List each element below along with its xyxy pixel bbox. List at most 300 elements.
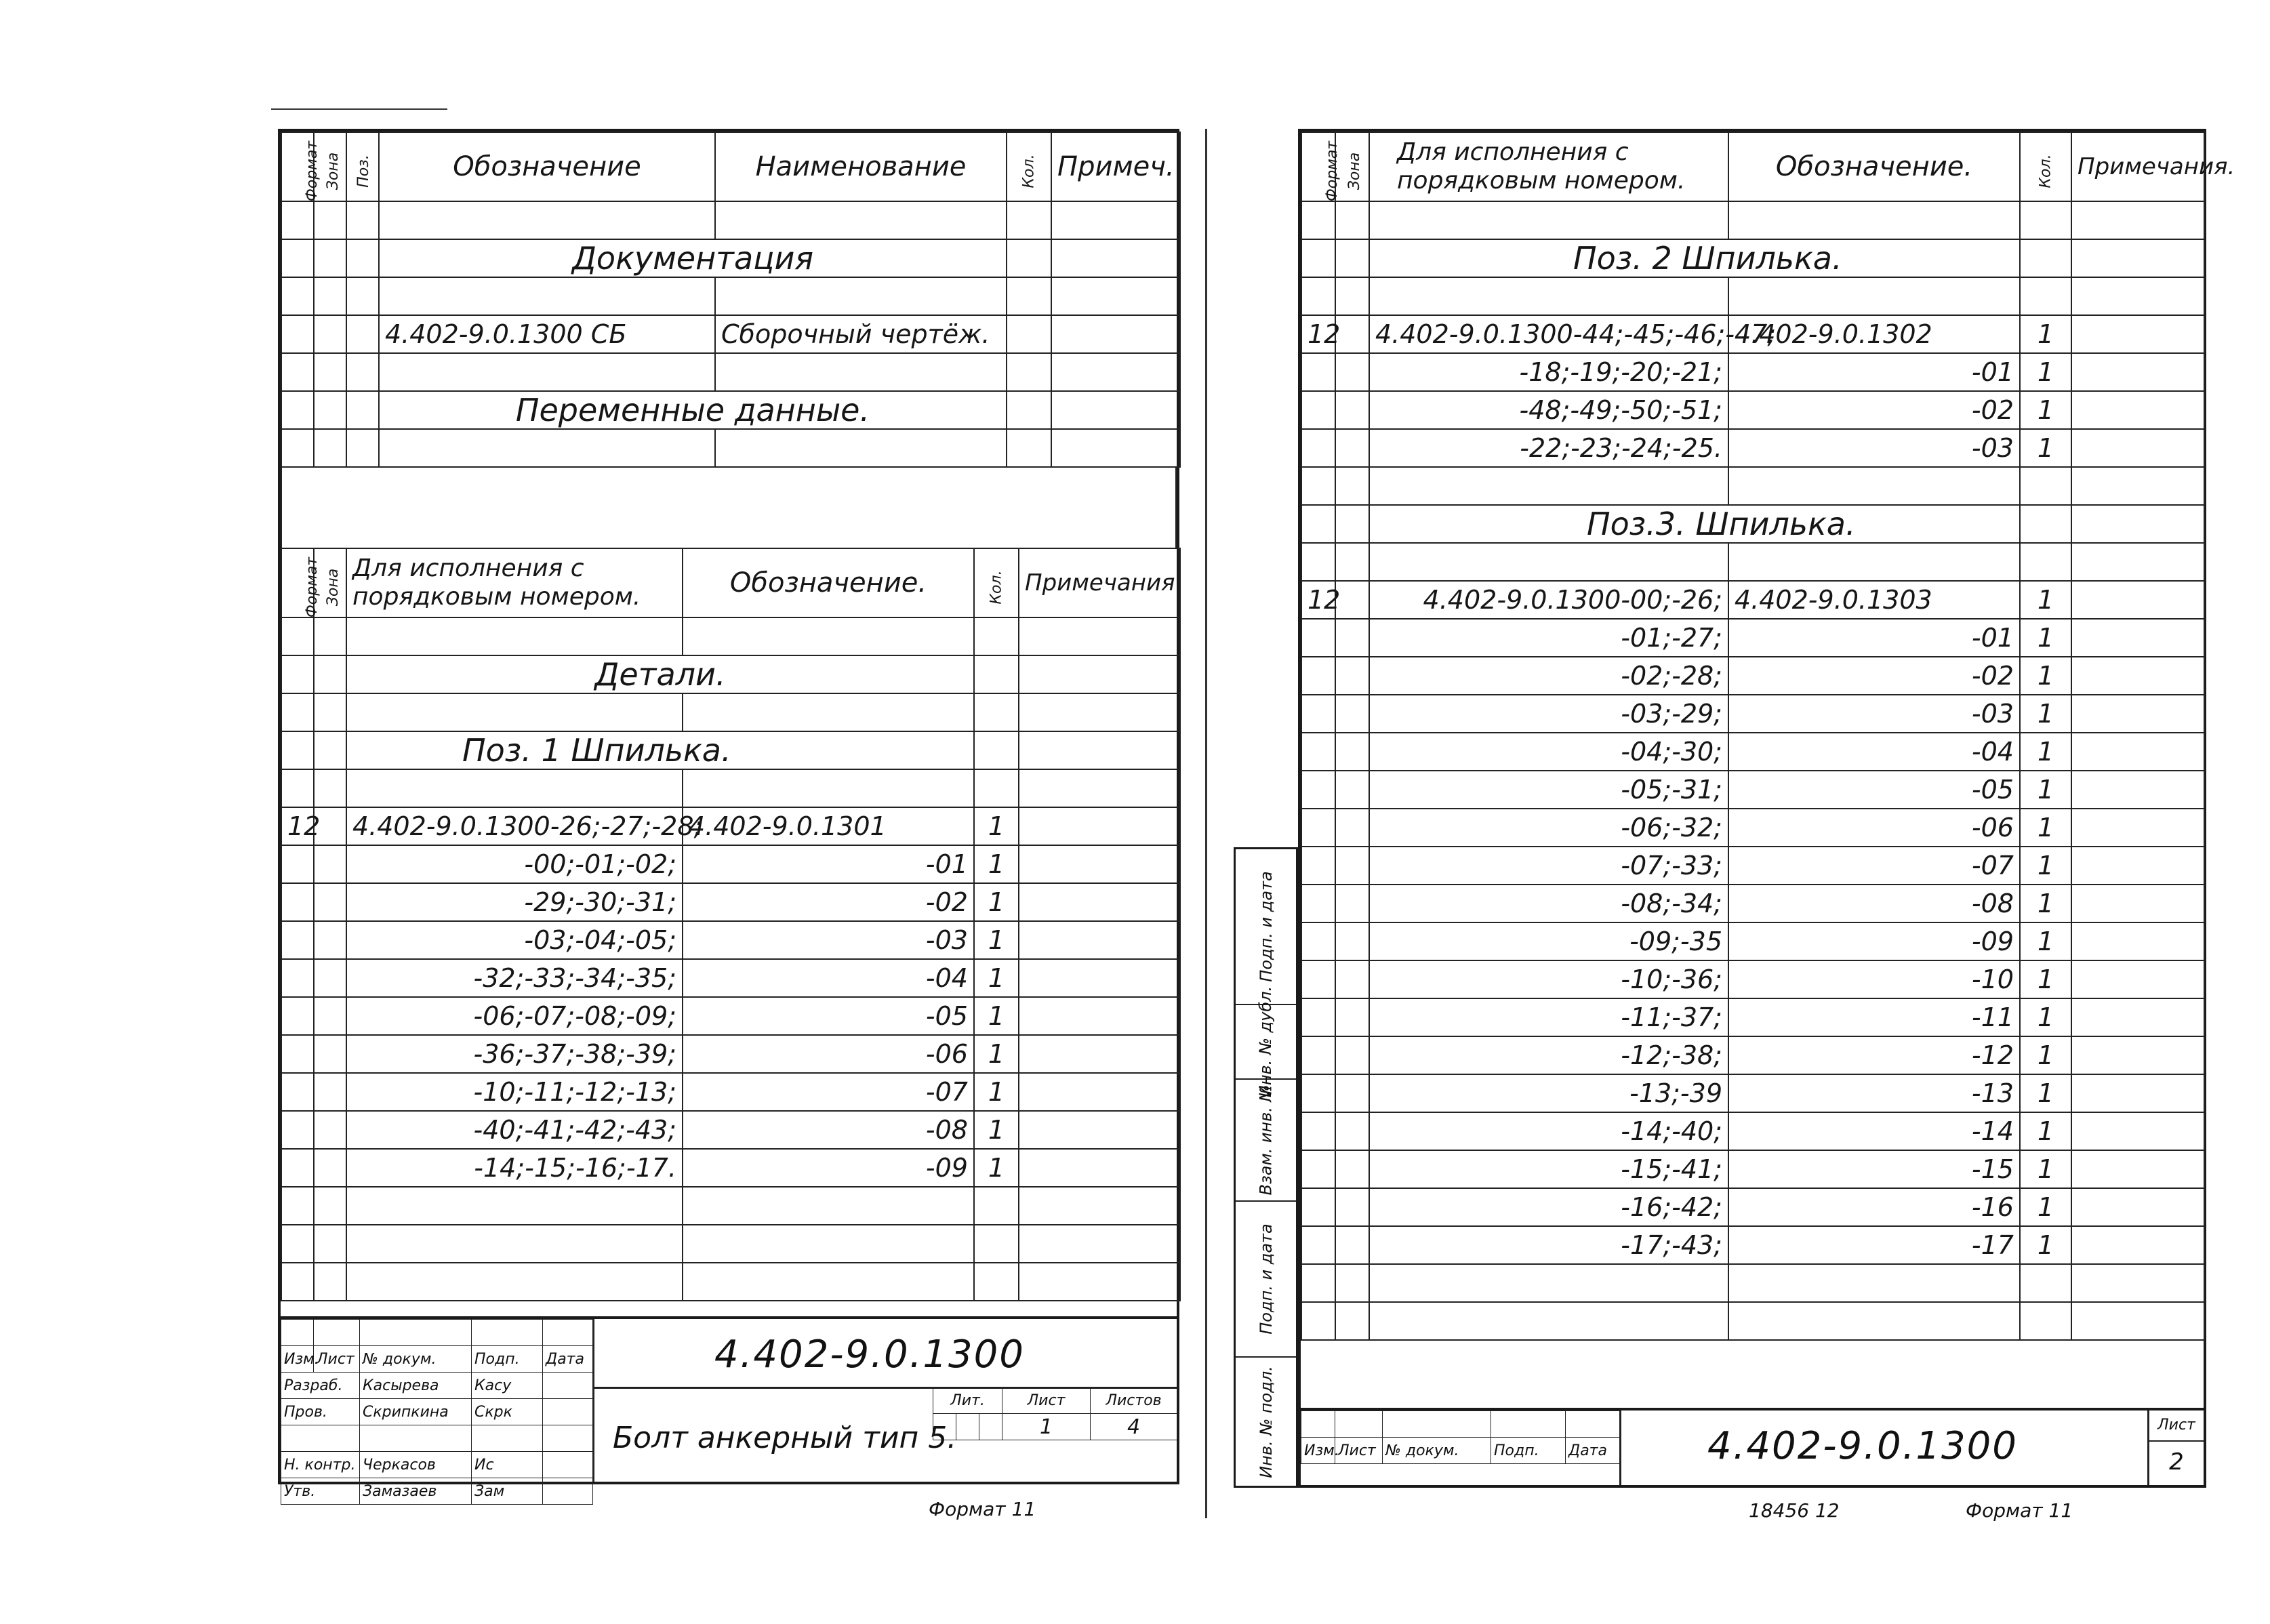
podp-label: Подп.: [472, 1346, 543, 1373]
variant-cell: -32;-33;-34;-35;: [346, 959, 683, 997]
table-row: [281, 959, 1180, 997]
note-cell: [2071, 1036, 2204, 1074]
variant-cell: -17;-43;: [1369, 1226, 1728, 1264]
qty-cell: 1: [2020, 1150, 2071, 1188]
designation-cell: -02: [683, 883, 974, 921]
col-note-header: Примечания.: [2071, 132, 2204, 201]
date-cell: [543, 1399, 593, 1425]
table-row: [1301, 809, 2204, 847]
format-cell: [1301, 733, 1335, 771]
zone-cell: [1335, 619, 1369, 657]
qty-cell: 1: [2020, 922, 2071, 960]
variant-cell: -04;-30;: [1369, 733, 1728, 771]
variant-cell: 4.402-9.0.1300-44;-45;-46;-47;: [1369, 315, 1728, 353]
sheet-label: Лист: [1002, 1387, 1091, 1414]
signature-table-2: [1301, 1410, 1620, 1464]
format-cell: [1301, 1112, 1335, 1150]
sheet-number: 2: [2169, 1448, 2184, 1476]
variant-cell: -14;-40;: [1369, 1112, 1728, 1150]
sheet-label: Лист: [2149, 1410, 2204, 1442]
qty-cell: 1: [2020, 1188, 2071, 1226]
signature-row: [281, 1399, 593, 1425]
designation-cell: -02: [1728, 657, 2020, 695]
note-cell: [1019, 959, 1180, 997]
note-cell: [2071, 1226, 2204, 1264]
qty-cell: 1: [2020, 1112, 2071, 1150]
format-cell: [1301, 657, 1335, 695]
col-qty-header: Кол.: [974, 548, 1019, 617]
zone-cell: [1335, 1112, 1369, 1150]
qty-cell: 1: [2020, 847, 2071, 885]
format-cell: [1301, 809, 1335, 847]
role-cell: Разраб.: [281, 1373, 360, 1399]
qty-cell: 1: [2020, 1036, 2071, 1074]
list-label: Лист: [314, 1346, 360, 1373]
designation-cell: -13: [1728, 1074, 2020, 1112]
format-cell: [281, 921, 314, 959]
note-cell: [2071, 657, 2204, 695]
qty-cell: 1: [2020, 885, 2071, 922]
list-label: Лист: [1335, 1438, 1383, 1464]
designation-cell: -03: [1728, 695, 2020, 733]
zone-cell: [1335, 353, 1369, 391]
table-row: [1301, 695, 2204, 733]
section-details: Детали.: [346, 655, 974, 693]
zone-cell: [314, 959, 346, 997]
format-cell: [1301, 1226, 1335, 1264]
format-cell: [281, 1149, 314, 1187]
designation-cell: -11: [1728, 998, 2020, 1036]
date-cell: [543, 1373, 593, 1399]
variant-cell: -48;-49;-50;-51;: [1369, 391, 1728, 429]
zone-cell: [1335, 847, 1369, 885]
variant-cell: 4.402-9.0.1300-00;-26;: [1369, 581, 1728, 619]
zone-cell: [314, 1111, 346, 1149]
table-row: [281, 1149, 1180, 1187]
qty-cell: 1: [2020, 657, 2071, 695]
zone-cell: [314, 1073, 346, 1111]
inventory-number: 18456 12: [1749, 1499, 1840, 1522]
details-rows: [281, 807, 1180, 1187]
note-cell: [1019, 1111, 1180, 1149]
zone-cell: [314, 1035, 346, 1073]
doc-row: [281, 315, 1180, 353]
qty-cell: 1: [2020, 960, 2071, 998]
zone-cell: [1335, 998, 1369, 1036]
col-format-header: Формат: [1301, 132, 1335, 201]
designation-cell: -05: [1728, 771, 2020, 809]
variant-cell: 4.402-9.0.1300-26;-27;-28;: [346, 807, 683, 845]
format-cell: [1301, 1188, 1335, 1226]
format-label-2: Формат 11: [1966, 1499, 2073, 1522]
designation-cell: -09: [683, 1149, 974, 1187]
stamp-divider: [592, 1319, 594, 1482]
note-cell: [1019, 845, 1180, 883]
signature-row: [281, 1478, 593, 1505]
sheet-1: [278, 129, 1179, 1500]
qty-cell: 1: [2020, 619, 2071, 657]
variant-cell: -10;-36;: [1369, 960, 1728, 998]
col-zone-header: Зона: [314, 548, 346, 617]
table-row: [1301, 998, 2204, 1036]
table-row: [281, 1111, 1180, 1149]
designation-cell: 4.402-9.0.1303: [1728, 581, 2020, 619]
note-cell: [2071, 619, 2204, 657]
table-row: [1301, 771, 2204, 809]
note-cell: [1019, 1073, 1180, 1111]
spec-table-details: [281, 548, 1181, 1301]
role-cell: Н. контр.: [281, 1452, 360, 1478]
zone-cell: [1335, 1226, 1369, 1264]
qty-cell: 1: [2020, 429, 2071, 467]
table-row: [1301, 353, 2204, 391]
format-cell: [1301, 885, 1335, 922]
qty-cell: 1: [2020, 1226, 2071, 1264]
qty-cell: 1: [974, 921, 1019, 959]
name-cell: Черкасов: [360, 1452, 472, 1478]
ndoc-label: № докум.: [1383, 1438, 1491, 1464]
col-format-header: Формат: [281, 548, 314, 617]
name-cell: Касырева: [360, 1373, 472, 1399]
spec-table-sheet2: [1301, 131, 2235, 1341]
note-cell: [2071, 391, 2204, 429]
note-cell: [1019, 1149, 1180, 1187]
format-cell: [1301, 998, 1335, 1036]
role-cell: Пров.: [281, 1399, 360, 1425]
signature-table: [281, 1319, 593, 1505]
format-cell: [1301, 619, 1335, 657]
table-row: [1301, 657, 2204, 695]
qty-cell: 1: [974, 1035, 1019, 1073]
note-cell: [2071, 1112, 2204, 1150]
format-cell: [1301, 1150, 1335, 1188]
ndoc-label: № докум.: [360, 1346, 472, 1373]
format-cell: [281, 1111, 314, 1149]
role-cell: Утв.: [281, 1478, 360, 1505]
designation-cell: 4.402-9.0.1302: [1728, 315, 2020, 353]
variant-cell: -12;-38;: [1369, 1036, 1728, 1074]
table-row: [281, 845, 1180, 883]
table-row: [281, 1073, 1180, 1111]
zone-cell: [314, 997, 346, 1035]
qty-cell: 1: [2020, 771, 2071, 809]
designation-cell: -12: [1728, 1036, 2020, 1074]
table-row: [1301, 315, 2204, 353]
qty-cell: 1: [2020, 733, 2071, 771]
qty-cell: 1: [2020, 315, 2071, 353]
table-row: [281, 997, 1180, 1035]
format-cell: [1301, 353, 1335, 391]
format-cell: [1301, 771, 1335, 809]
sheet-fold-line: [1205, 129, 1207, 1518]
lit-label: Лит.: [933, 1387, 1002, 1414]
qty-cell: 1: [974, 959, 1019, 997]
variant-cell: -05;-31;: [1369, 771, 1728, 809]
variant-cell: -40;-41;-42;-43;: [346, 1111, 683, 1149]
designation-cell: -08: [683, 1111, 974, 1149]
zone-cell: [1335, 733, 1369, 771]
format-cell: [281, 883, 314, 921]
doc-name: Сборочный чертёж.: [715, 315, 1007, 353]
table-row: [1301, 960, 2204, 998]
signature-row: [281, 1425, 593, 1452]
zone-cell: [1335, 1188, 1369, 1226]
zone-cell: [1335, 315, 1369, 353]
designation-cell: -15: [1728, 1150, 2020, 1188]
drawing-code-2: 4.402-9.0.1300: [1707, 1424, 2018, 1468]
top-margin-line: [271, 108, 447, 110]
zone-cell: [1335, 1150, 1369, 1188]
table-row: [1301, 1036, 2204, 1074]
spec-header-row: [281, 132, 1180, 201]
sheets-count: 4: [1091, 1414, 1177, 1440]
table-row: [1301, 922, 2204, 960]
note-cell: [2071, 695, 2204, 733]
date-cell: [543, 1425, 593, 1452]
variant-cell: -00;-01;-02;: [346, 845, 683, 883]
strip-cell: Инв. № дубл.: [1236, 1005, 1296, 1080]
strip-cell: Подп. и дата: [1236, 1202, 1296, 1358]
note-cell: [2071, 771, 2204, 809]
variant-cell: -22;-23;-24;-25.: [1369, 429, 1728, 467]
zone-cell: [1335, 391, 1369, 429]
variant-cell: -11;-37;: [1369, 998, 1728, 1036]
table-row: [1301, 1226, 2204, 1264]
variant-cell: -36;-37;-38;-39;: [346, 1035, 683, 1073]
designation-cell: -04: [683, 959, 974, 997]
qty-cell: 1: [2020, 1074, 2071, 1112]
spec-table-top: [281, 131, 1181, 468]
note-cell: [1019, 1035, 1180, 1073]
designation-cell: 4.402-9.0.1301: [683, 807, 974, 845]
note-cell: [1019, 807, 1180, 845]
col-note-header: Примечания: [1019, 548, 1180, 617]
sheet-info: [933, 1387, 1177, 1440]
drawing-title: Болт анкерный тип 5.: [613, 1421, 957, 1455]
side-strip: [1234, 847, 1298, 1488]
title-block: [281, 1316, 1177, 1500]
note-cell: [2071, 922, 2204, 960]
doc-code: 4.402-9.0.1300 СБ: [379, 315, 715, 353]
revision-columns: [1301, 1438, 1620, 1464]
variant-cell: -15;-41;: [1369, 1150, 1728, 1188]
signature-cell: [472, 1425, 543, 1452]
podp-label: Подп.: [1491, 1438, 1566, 1464]
qty-cell: 1: [2020, 353, 2071, 391]
designation-cell: -07: [1728, 847, 2020, 885]
note-cell: [2071, 429, 2204, 467]
table-row: [281, 1035, 1180, 1073]
revision-columns: [281, 1346, 593, 1373]
col-designation-header: Обозначение.: [683, 548, 974, 617]
table-row: [1301, 885, 2204, 922]
zone-cell: [314, 921, 346, 959]
table-row: [1301, 847, 2204, 885]
variant-cell: -10;-11;-12;-13;: [346, 1073, 683, 1111]
note-cell: [2071, 809, 2204, 847]
table-row: [281, 807, 1180, 845]
note-cell: [1019, 921, 1180, 959]
note-cell: [2071, 847, 2204, 885]
data-label: Дата: [543, 1346, 593, 1373]
zone-cell: [1335, 809, 1369, 847]
zone-cell: [1335, 1074, 1369, 1112]
col-format-header: Формат: [281, 132, 314, 201]
col-pos-header: Поз.: [346, 132, 379, 201]
col-qty-header: Кол.: [1007, 132, 1051, 201]
col-name-header: Наименование: [715, 132, 1007, 201]
table-row: [1301, 1074, 2204, 1112]
section-variable-data: Переменные данные.: [379, 391, 1007, 429]
designation-cell: -17: [1728, 1226, 2020, 1264]
section-documentation: Документация: [379, 239, 1007, 277]
col-note-header: Примеч.: [1051, 132, 1180, 201]
format-cell: [1301, 960, 1335, 998]
date-cell: [543, 1478, 593, 1505]
note-cell: [2071, 1074, 2204, 1112]
designation-cell: -16: [1728, 1188, 2020, 1226]
designation-cell: -03: [1728, 429, 2020, 467]
title-block-2: [1301, 1408, 2204, 1485]
designation-cell: -04: [1728, 733, 2020, 771]
designation-cell: -01: [1728, 353, 2020, 391]
variant-cell: -09;-35: [1369, 922, 1728, 960]
date-cell: [543, 1452, 593, 1478]
qty-cell: 1: [974, 883, 1019, 921]
note-cell: [2071, 1150, 2204, 1188]
sheet-number-box: [2147, 1410, 2204, 1485]
qty-cell: 1: [974, 1073, 1019, 1111]
table-row: [1301, 429, 2204, 467]
zone-cell: [1335, 695, 1369, 733]
zone-cell: [1335, 657, 1369, 695]
signature-cell: Ис: [472, 1452, 543, 1478]
note-cell: [2071, 733, 2204, 771]
table-gap: [281, 468, 1177, 548]
designation-cell: -06: [1728, 809, 2020, 847]
qty-cell: 1: [974, 1111, 1019, 1149]
col-variant-header: Для исполнения с порядковым номером.: [346, 548, 683, 617]
format-label-1: Формат 11: [929, 1498, 1036, 1520]
format-cell: [1301, 391, 1335, 429]
qty-cell: 1: [974, 807, 1019, 845]
table-row: [281, 883, 1180, 921]
qty-cell: 1: [2020, 391, 2071, 429]
variant-cell: -06;-32;: [1369, 809, 1728, 847]
zone-cell: [314, 883, 346, 921]
strip-cell: Подп. и дата: [1236, 849, 1296, 1005]
table-row: [1301, 1188, 2204, 1226]
zone-cell: [1335, 581, 1369, 619]
zone-cell: [1335, 922, 1369, 960]
format-cell: [281, 959, 314, 997]
format-cell: [1301, 429, 1335, 467]
table-row: [1301, 1150, 2204, 1188]
table-row: [1301, 581, 2204, 619]
col-zone-header: Зона: [1335, 132, 1369, 201]
sheet2-header-row: [1301, 132, 2204, 201]
designation-cell: -08: [1728, 885, 2020, 922]
note-cell: [2071, 315, 2204, 353]
col-qty-header: Кол.: [2020, 132, 2071, 201]
signature-cell: Зам: [472, 1478, 543, 1505]
zone-cell: [314, 845, 346, 883]
drawing-code: 4.402-9.0.1300: [714, 1333, 1025, 1377]
signature-row: [281, 1373, 593, 1399]
variant-cell: -03;-04;-05;: [346, 921, 683, 959]
variant-cell: -07;-33;: [1369, 847, 1728, 885]
note-cell: [2071, 885, 2204, 922]
variant-cell: -13;-39: [1369, 1074, 1728, 1112]
designation-cell: -09: [1728, 922, 2020, 960]
zone-cell: [1335, 885, 1369, 922]
section-pos-3: Поз.3. Шпилька.: [1369, 505, 2020, 543]
table-row: [1301, 619, 2204, 657]
section-pos-2: Поз. 2 Шпилька.: [1369, 239, 2020, 277]
format-cell: 12: [1301, 315, 1335, 353]
qty-cell: 1: [974, 997, 1019, 1035]
format-cell: [281, 1035, 314, 1073]
zone-cell: [1335, 771, 1369, 809]
col-variant-header: Для исполнения с порядковым номером.: [1369, 132, 1728, 201]
zone-cell: [1335, 960, 1369, 998]
strip-cell: Инв. № подл.: [1256, 1365, 1276, 1478]
format-cell: [1301, 695, 1335, 733]
note-cell: [2071, 1188, 2204, 1226]
designation-cell: -03: [683, 921, 974, 959]
format-cell: 12: [1301, 581, 1335, 619]
designation-cell: -01: [1728, 619, 2020, 657]
strip-cell: Взам. инв. №: [1236, 1080, 1296, 1202]
designation-cell: -01: [683, 845, 974, 883]
format-cell: [281, 845, 314, 883]
qty-cell: 1: [2020, 581, 2071, 619]
pos3-rows: [1301, 581, 2204, 1264]
sheets-label: Листов: [1091, 1387, 1177, 1414]
col-zone-header: Зона: [314, 132, 346, 201]
variant-cell: -14;-15;-16;-17.: [346, 1149, 683, 1187]
designation-cell: -14: [1728, 1112, 2020, 1150]
note-cell: [2071, 353, 2204, 391]
signature-cell: Скрк: [472, 1399, 543, 1425]
col-designation-header: Обозначение.: [1728, 132, 2020, 201]
note-cell: [2071, 998, 2204, 1036]
designation-cell: -02: [1728, 391, 2020, 429]
zone-cell: [1335, 429, 1369, 467]
format-cell: 12: [281, 807, 314, 845]
format-cell: [281, 1073, 314, 1111]
role-cell: [281, 1425, 360, 1452]
signature-roles: [281, 1373, 593, 1505]
pos2-rows: [1301, 315, 2204, 467]
signature-row: [281, 1452, 593, 1478]
izm-label: Изм.: [281, 1346, 314, 1373]
table-row: [1301, 733, 2204, 771]
variant-cell: -01;-27;: [1369, 619, 1728, 657]
qty-cell: 1: [974, 1149, 1019, 1187]
sheet-2: [1298, 129, 2235, 1488]
col-designation-header: Обозначение: [379, 132, 715, 201]
zone-cell: [1335, 1036, 1369, 1074]
section-pos-1: Поз. 1 Шпилька.: [346, 731, 974, 769]
name-cell: [360, 1425, 472, 1452]
qty-cell: 1: [2020, 695, 2071, 733]
format-cell: [281, 997, 314, 1035]
qty-cell: 1: [974, 845, 1019, 883]
qty-cell: 1: [2020, 809, 2071, 847]
format-cell: [1301, 1036, 1335, 1074]
izm-label: Изм.: [1301, 1438, 1335, 1464]
